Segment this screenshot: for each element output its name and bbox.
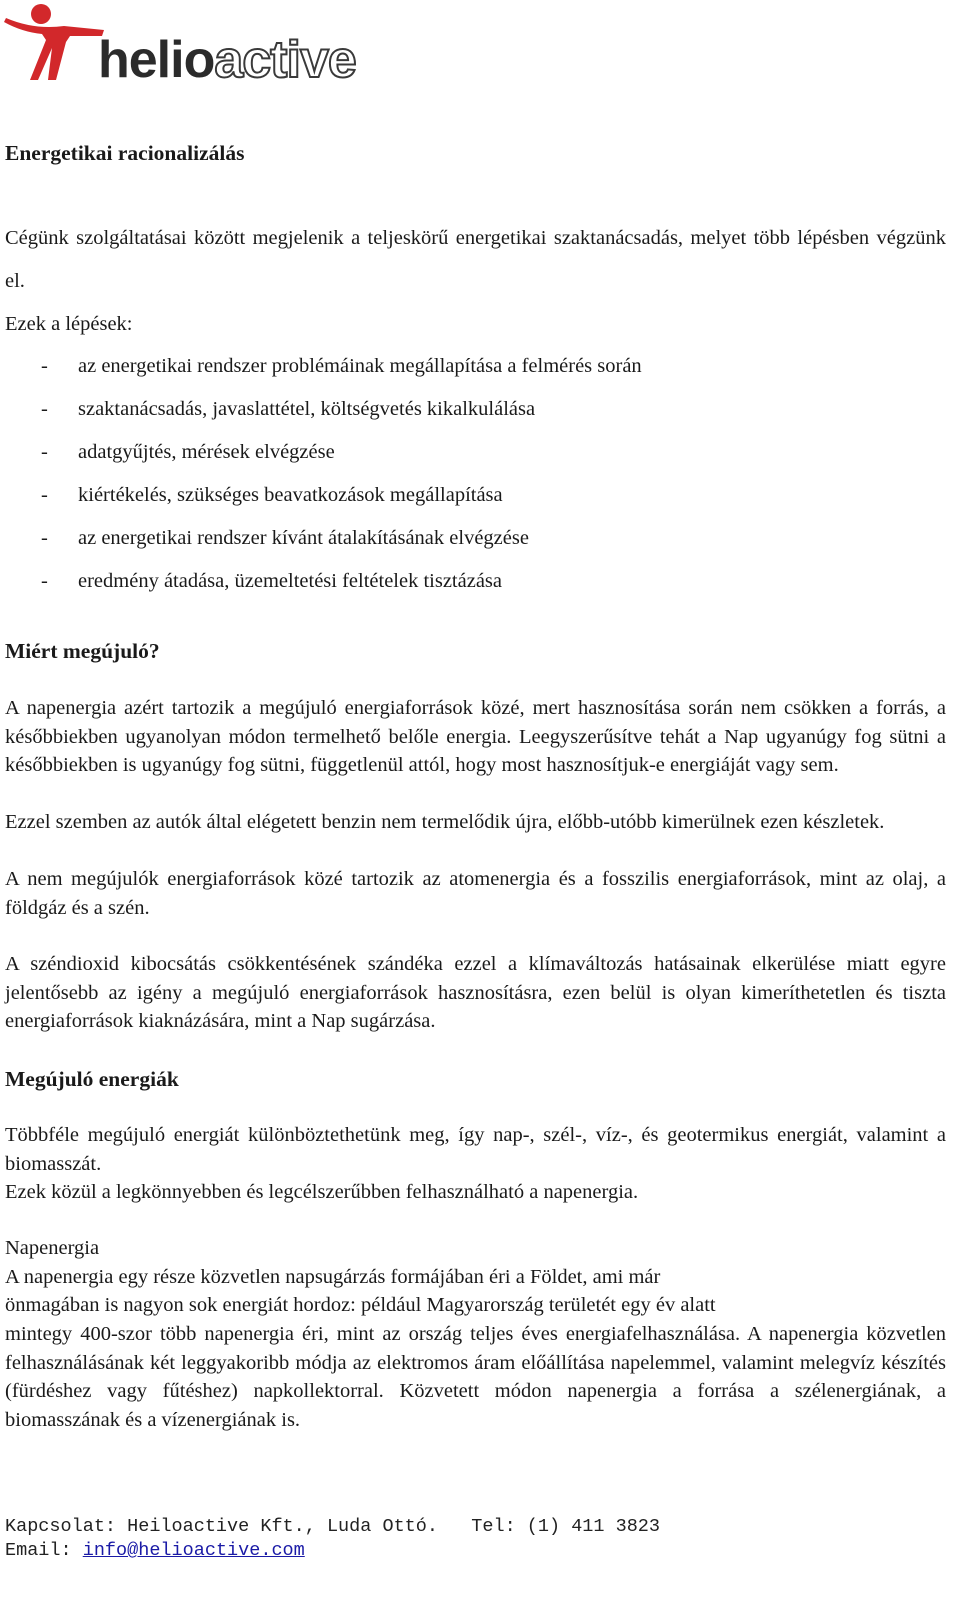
section-subtitle-napenergia: Napenergia <box>5 1237 100 1259</box>
list-bullet: - <box>41 398 48 420</box>
wordmark-helio: helio <box>98 31 215 89</box>
step-text: kiértékelés, szükséges beavatkozások megállapítása <box>78 484 503 506</box>
list-bullet: - <box>41 484 48 506</box>
section-title-energetikai: Energetikai racionalizálás <box>5 141 245 165</box>
section2-paragraph-3: A nem megújulók energiaforrások közé tartozik az atomenergia és a fosszilis energiaforrások, mint az olaj, a földgáz és a szén. <box>5 868 946 919</box>
contact-line: Kapcsolat: Heiloactive Kft., Luda Ottó. Tel: (1) 411 3823 <box>5 1516 661 1537</box>
section-title-miert: Miért megújuló? <box>5 639 160 663</box>
steps-list <box>5 345 905 603</box>
list-item <box>5 560 905 603</box>
section3-paragraph-1: Többféle megújuló energiát különböztethetünk meg, így nap-, szél-, víz-, és geotermikus energiát, valamint a biomasszát. <box>5 1124 946 1175</box>
email-line <box>5 1539 660 1563</box>
brand-wordmark <box>98 31 356 89</box>
step-text: szaktanácsadás, javaslattétel, költségvetés kikalkulálása <box>78 398 536 420</box>
wordmark-active: active <box>214 31 356 89</box>
list-item <box>5 517 905 560</box>
footer-contact <box>5 1515 660 1563</box>
list-item <box>5 474 905 517</box>
list-item <box>5 388 905 431</box>
section2-paragraph-1: A napenergia azért tartozik a megújuló energiaforrások közé, mert hasznosítása során nem csökken a forrás, a későbbiekben ugyanolyan módon termelhető belőle energia. Leegyszerűsítve tehát a Nap ugyanúgy fog sütni a későbbiekben is ugyanúgy fog sütni, függetlenül attól, hogy most hasznosítjuk-e energiáját vagy sem. <box>5 697 946 777</box>
step-text: az energetikai rendszer problémáinak megállapítása a felmérés során <box>78 355 642 377</box>
step-text: adatgyűjtés, mérések elvégzése <box>78 441 335 463</box>
list-bullet: - <box>41 527 48 549</box>
steps-label: Ezek a lépések: <box>5 313 133 335</box>
list-bullet: - <box>41 570 48 592</box>
section1-intro: Cégünk szolgáltatásai között megjelenik a teljeskörű energetikai szaktanácsadás, melyet több lépésben végzünk el. <box>5 227 946 292</box>
section3-paragraph-2: Ezek közül a legkönnyebben és legcélszerűbben felhasználható a napenergia. <box>5 1181 639 1203</box>
section2-paragraph-2: Ezzel szemben az autók által elégetett benzin nem termelődik újra, előbb-utóbb kimerülnek ezen készletek. <box>5 811 885 833</box>
section2-paragraph-4: A széndioxid kibocsátás csökkentésének szándéka ezzel a klímaváltozás hatásainak elkerülése miatt egyre jelentősebb az igény a megújuló energiaforrások hasznosításra, ezen belül is olyan kimeríthetetlen és tiszta energiaforrások kiaknázására, mint a Nap sugárzása. <box>5 953 946 1033</box>
step-text: eredmény átadása, üzemeltetési feltételek tisztázása <box>78 570 503 592</box>
section-title-megujulo: Megújuló energiák <box>5 1067 179 1091</box>
section4-paragraph: mintegy 400-szor több napenergia éri, mint az ország teljes éves energiafelhasználása. A napenergia közvetlen felhasználásának két leggyakoribb módja az elektromos áram előállítása napelemmel, valamint melegvíz készítés (fürdéshez vagy fűtéshez) napkollektorral. Közvetett módon napenergia a forrása a szélenergiának, a biomasszának és a vízenergiának is. <box>5 1323 946 1431</box>
email-link[interactable]: info@helioactive.com <box>82 1540 305 1561</box>
section4-line-2: önmagában is nagyon sok energiát hordoz: például Magyarország területét egy év alatt <box>5 1294 716 1316</box>
list-bullet: - <box>41 355 48 377</box>
email-label: Email: <box>5 1540 83 1561</box>
list-bullet: - <box>41 441 48 463</box>
list-item <box>5 345 905 388</box>
company-logo <box>4 0 444 90</box>
section4-line-1: A napenergia egy része közvetlen napsugárzás formájában éri a Földet, ami már <box>5 1266 661 1288</box>
list-item <box>5 431 905 474</box>
step-text: az energetikai rendszer kívánt átalakításának elvégzése <box>78 527 529 549</box>
